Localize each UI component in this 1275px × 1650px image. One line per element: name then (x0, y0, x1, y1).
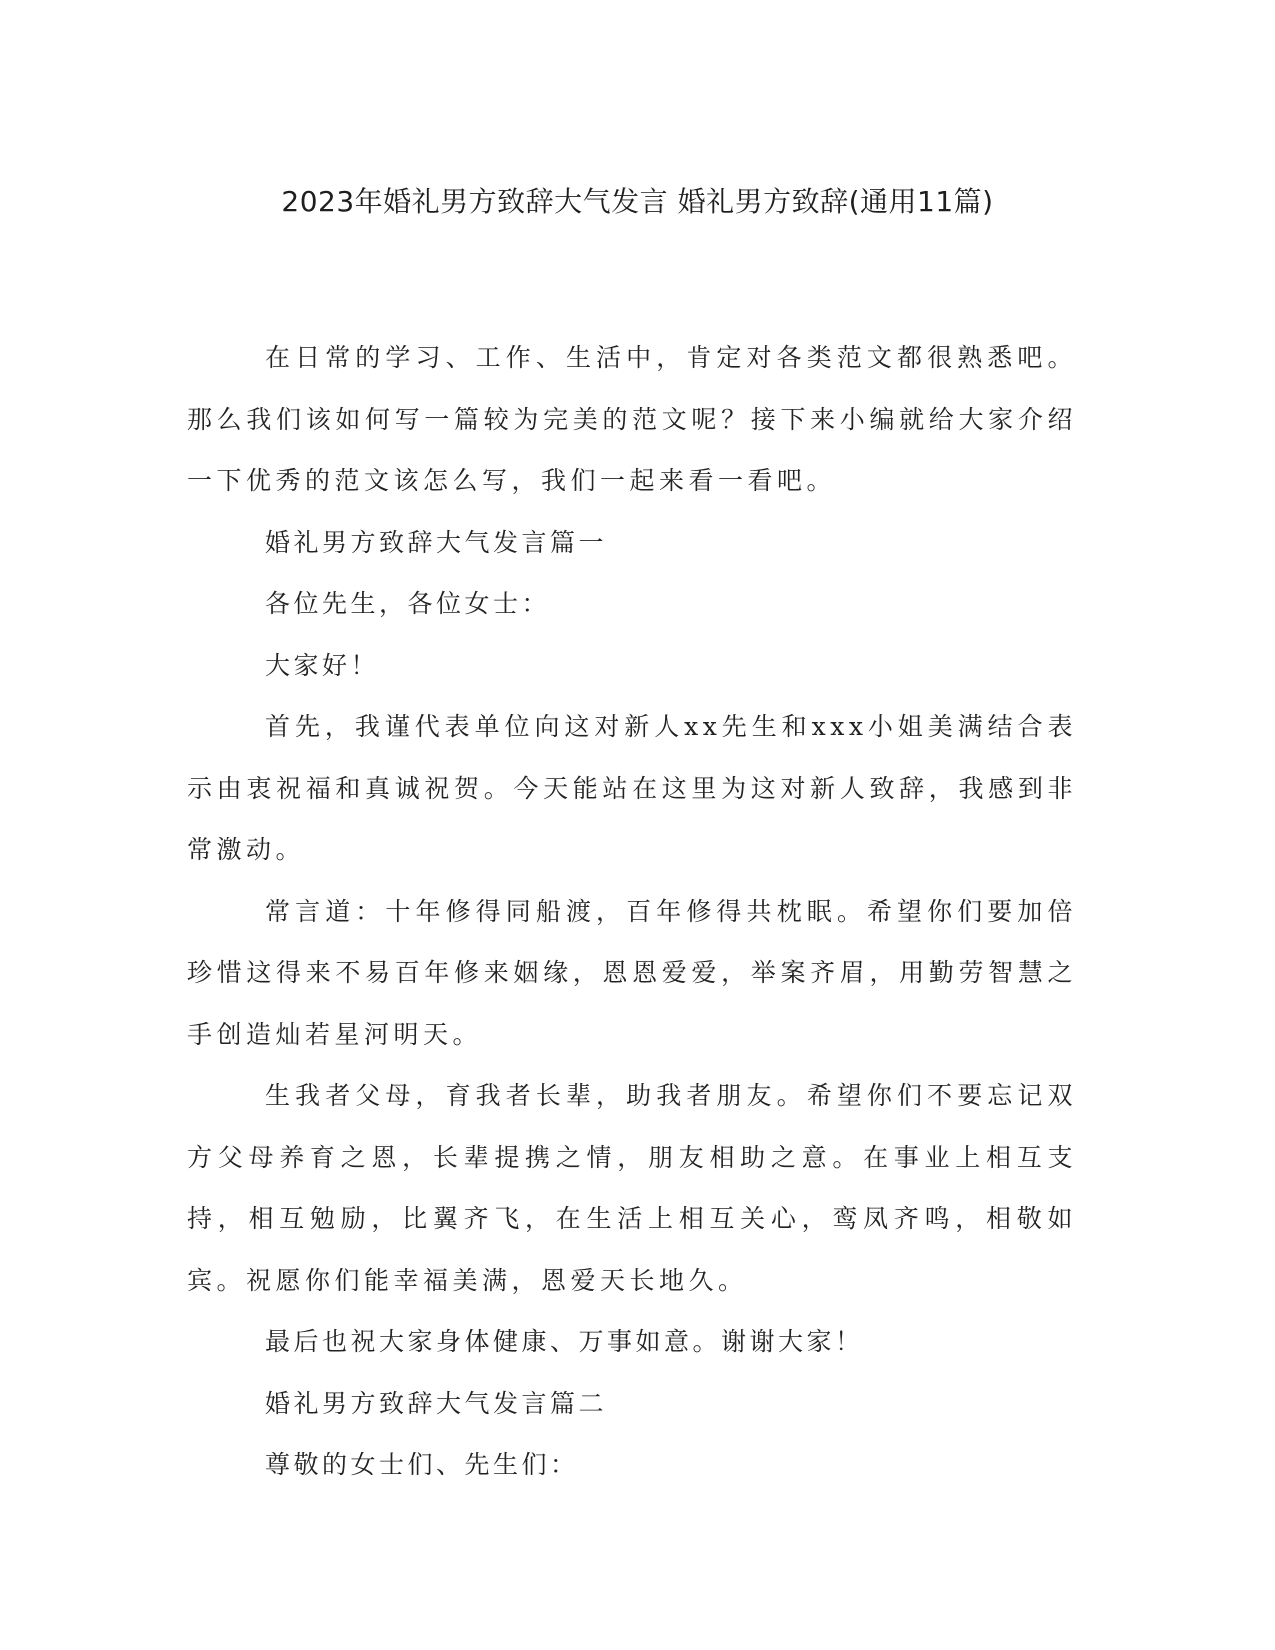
salutation-paragraph: 各位先生，各位女士： (265, 589, 551, 618)
document-body (187, 327, 1077, 1496)
document-title: 2023年婚礼男方致辞大气发言 婚礼男方致辞(通用11篇) (281, 185, 994, 218)
body-paragraph: 首先，我谨代表单位向这对新人xx先生和xxx小姐美满结合表示由衷祝福和真诚祝贺。今天能站在这里为这对新人致辞，我感到非常激动。 (187, 712, 1077, 864)
body-paragraph: 常言道：十年修得同船渡，百年修得共枕眠。希望你们要加倍珍惜这得来不易百年修来姻缘，恩恩爱爱，举案齐眉，用勤劳智慧之手创造灿若星河明天。 (187, 896, 1077, 1049)
section-heading-2: 婚礼男方致辞大气发言篇二 (265, 1388, 608, 1418)
closing-paragraph: 最后也祝大家身体健康、万事如意。谢谢大家！ (265, 1327, 864, 1356)
body-paragraph: 生我者父母，育我者长辈，助我者朋友。希望你们不要忘记双方父母养育之恩，长辈提携之情，朋友相助之意。在事业上相互支持，相互勉励，比翼齐飞，在生活上相互关心，鸾凤齐鸣，相敬如宾。祝愿你们能幸福美满，恩爱天长地久。 (187, 1081, 1077, 1295)
section-heading-1: 婚礼男方致辞大气发言篇一 (265, 527, 608, 557)
salutation-paragraph: 尊敬的女士们、先生们： (265, 1450, 579, 1479)
intro-paragraph: 在日常的学习、工作、生活中，肯定对各类范文都很熟悉吧。那么我们该如何写一篇较为完美的范文呢？接下来小编就给大家介绍一下优秀的范文该怎么写，我们一起来看一看吧。 (187, 343, 1077, 495)
greeting-paragraph: 大家好！ (265, 650, 380, 680)
